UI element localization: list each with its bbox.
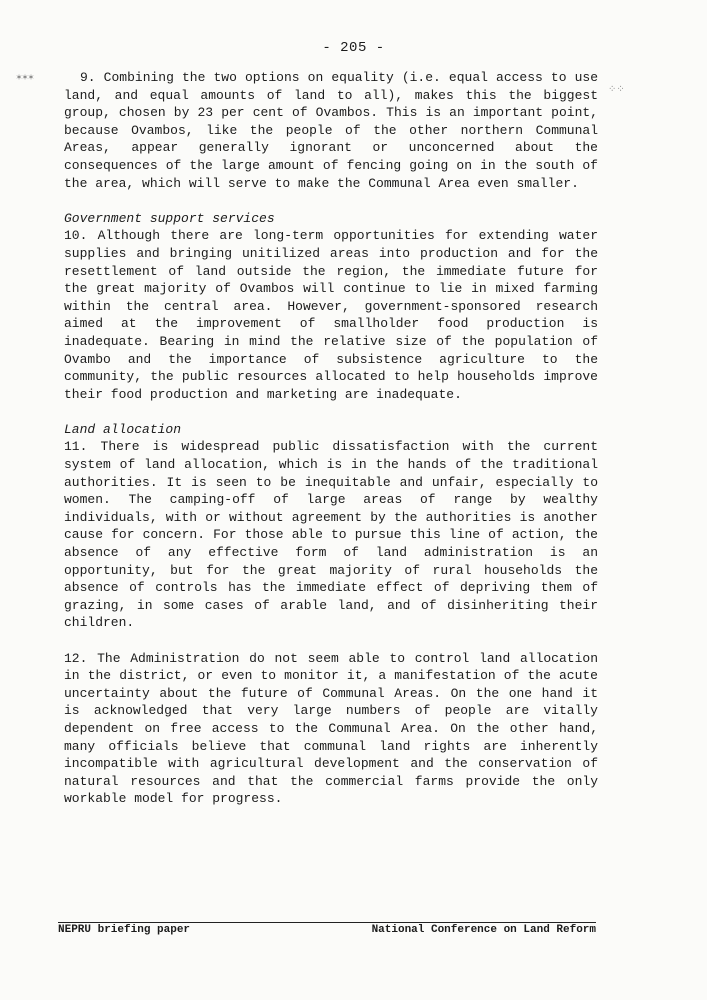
paragraph-9: 9. Combining the two options on equality (i.e. equal access to use land, and equal amounts of land to all), makes this the biggest group, chosen by 23 per cent of Ovambos. This is an important point, because Ovambos, like the people of the other northern Communal Areas, appear generally ignorant or unconcerned about the consequences of the large amount of fencing going on in the south of the area, which will serve to make the Communal Area even smaller.: [64, 70, 598, 191]
footer-right-text: National Conference on Land Reform: [371, 924, 596, 936]
paragraph-12: 12. The Administration do not seem able to control land allocation in the district, or even to monitor it, a manifestation of the acute uncertainty about the future of Communal Areas. On the one hand it is acknowledged that very large numbers of people are vitally dependent on free access to the Communal Area. On the other hand, many officials believe that communal land rights are inherently incompatible with agricultural development and the conservation of natural resources and that the commercial farms provide the only workable model for progress.: [64, 650, 598, 807]
footer-divider: [58, 922, 596, 923]
scan-speck: ✶✶✶: [16, 73, 35, 84]
scan-speck: ⁘⁘: [608, 85, 625, 96]
body-text: [64, 69, 598, 808]
footer-left-text: NEPRU briefing paper: [58, 924, 191, 936]
heading-land-allocation: Land allocation: [64, 421, 182, 437]
paragraph-10: 10. Although there are long-term opportunities for extending water supplies and bringing unitilized areas into production and for the resettlement of land outside the region, the immediate future for the great majority of Ovambos will continue to lie in mixed farming within the central area. However, government-sponsored research aimed at the improvement of smallholder food production is inadequate. Bearing in mind the relative size of the population of Ovambo and the importance of subsistence agriculture to the community, the public resources allocated to help households improve their food production and marketing are inadequate.: [64, 228, 598, 402]
page-footer: [58, 924, 596, 936]
heading-government-support-services: Government support services: [64, 210, 275, 226]
page-number: - 205 -: [322, 40, 385, 56]
paragraph-11: 11. There is widespread public dissatisfaction with the current system of land allocation, which is in the hands of the traditional authorities. It is seen to be inequitable and unfair, especially to women. The camping-off of large areas of range by wealthy individuals, with or without agreement by the authorities is another cause for concern. For those able to pursue this line of action, the absence of any effective form of land administration is an opportunity, but for the great majority of rural households the absence of controls has the immediate effect of depriving them of grazing, in some cases of arable land, and of disinheriting their children.: [64, 439, 598, 631]
